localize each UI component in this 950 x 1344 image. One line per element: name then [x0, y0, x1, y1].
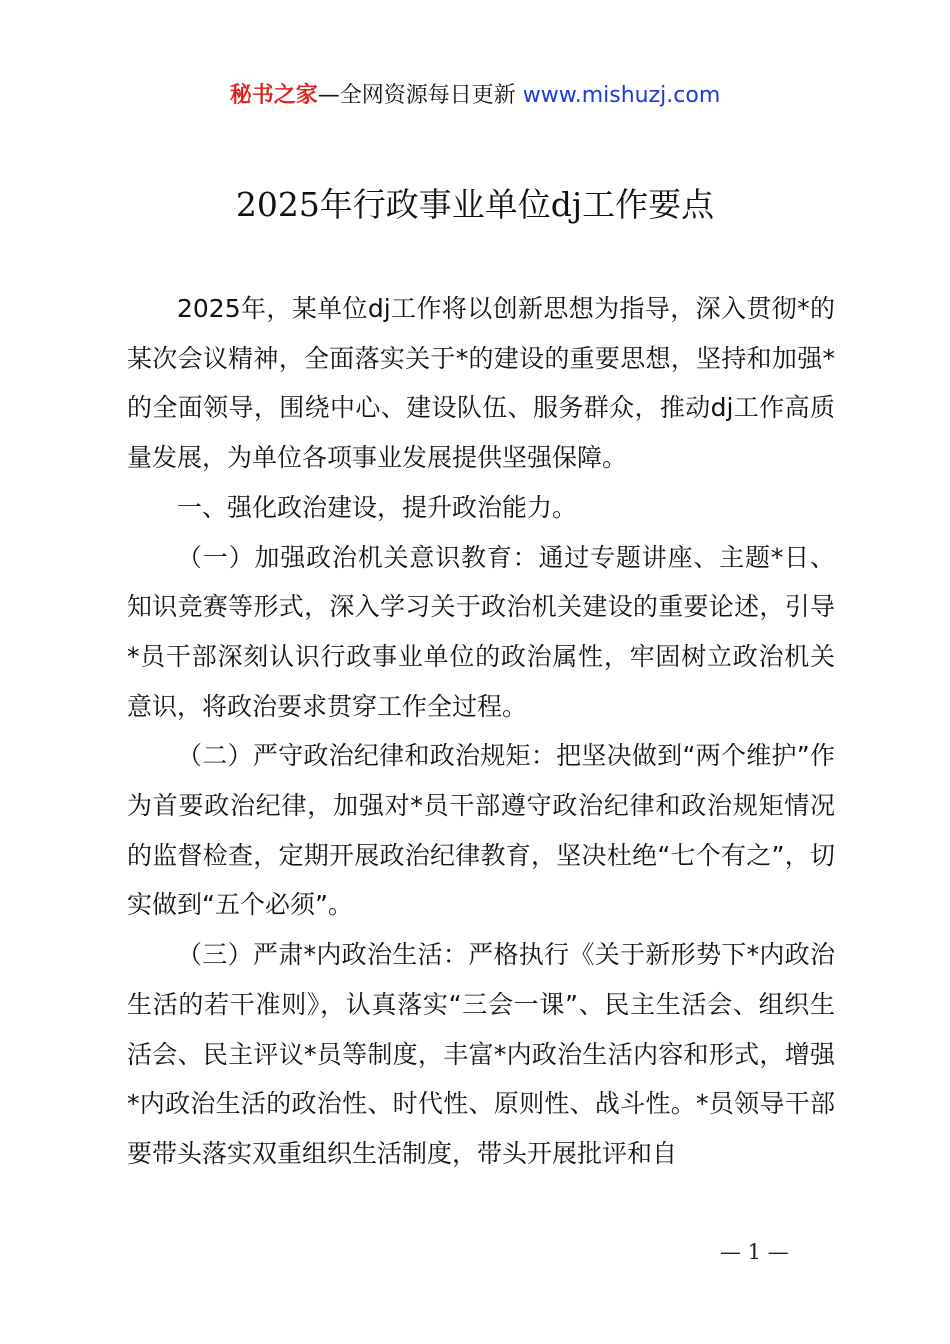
- site-brand: 秘书之家: [229, 83, 318, 108]
- document-title: 2025年行政事业单位dj工作要点: [235, 185, 715, 224]
- paragraph-intro: 2025年，某单位dj工作将以创新思想为指导，深入贯彻*的某次会议精神，全面落实关于*的建设的重要思想，坚持和加强*的全面领导，围绕中心、建设队伍、服务群众，推动dj工作高质量发展，为单位各项事业发展提供坚强保障。: [127, 294, 835, 473]
- section-heading-1: 一、强化政治建设，提升政治能力。: [177, 492, 578, 522]
- paragraph-item-3: （三）严肃*内政治生活：严格执行《关于新形势下*内政治生活的若干准则》，认真落实“三会一课”、民主生活会、组织生活会、民主评议*员等制度，丰富*内政治生活内容和形式，增强*内政治生活的政治性、时代性、原则性、战斗性。*员领导干部要带头落实双重组织生活制度，带头开展批评和自: [127, 940, 835, 1168]
- paragraph-item-1: （一）加强政治机关意识教育：通过专题讲座、主题*日、知识竞赛等形式，深入学习关于政治机关建设的重要论述，引导*员干部深刻认识行政事业单位的政治属性，牢固树立政治机关意识，将政治要求贯穿工作全过程。: [127, 542, 835, 721]
- site-tagline: —全网资源每日更新: [317, 83, 523, 108]
- page-number: — 1 —: [720, 1240, 789, 1264]
- paragraph-item-2: （二）严守政治纪律和政治规矩：把坚决做到“两个维护”作为首要政治纪律，加强对*员干部遵守政治纪律和政治规矩情况的监督检查，定期开展政治纪律教育，坚决杜绝“七个有之”，切实做到“五个必须”。: [127, 741, 835, 920]
- site-url-link[interactable]: www.mishuzj.com: [522, 83, 721, 108]
- document-body: [127, 284, 835, 1179]
- site-header: [0, 80, 950, 112]
